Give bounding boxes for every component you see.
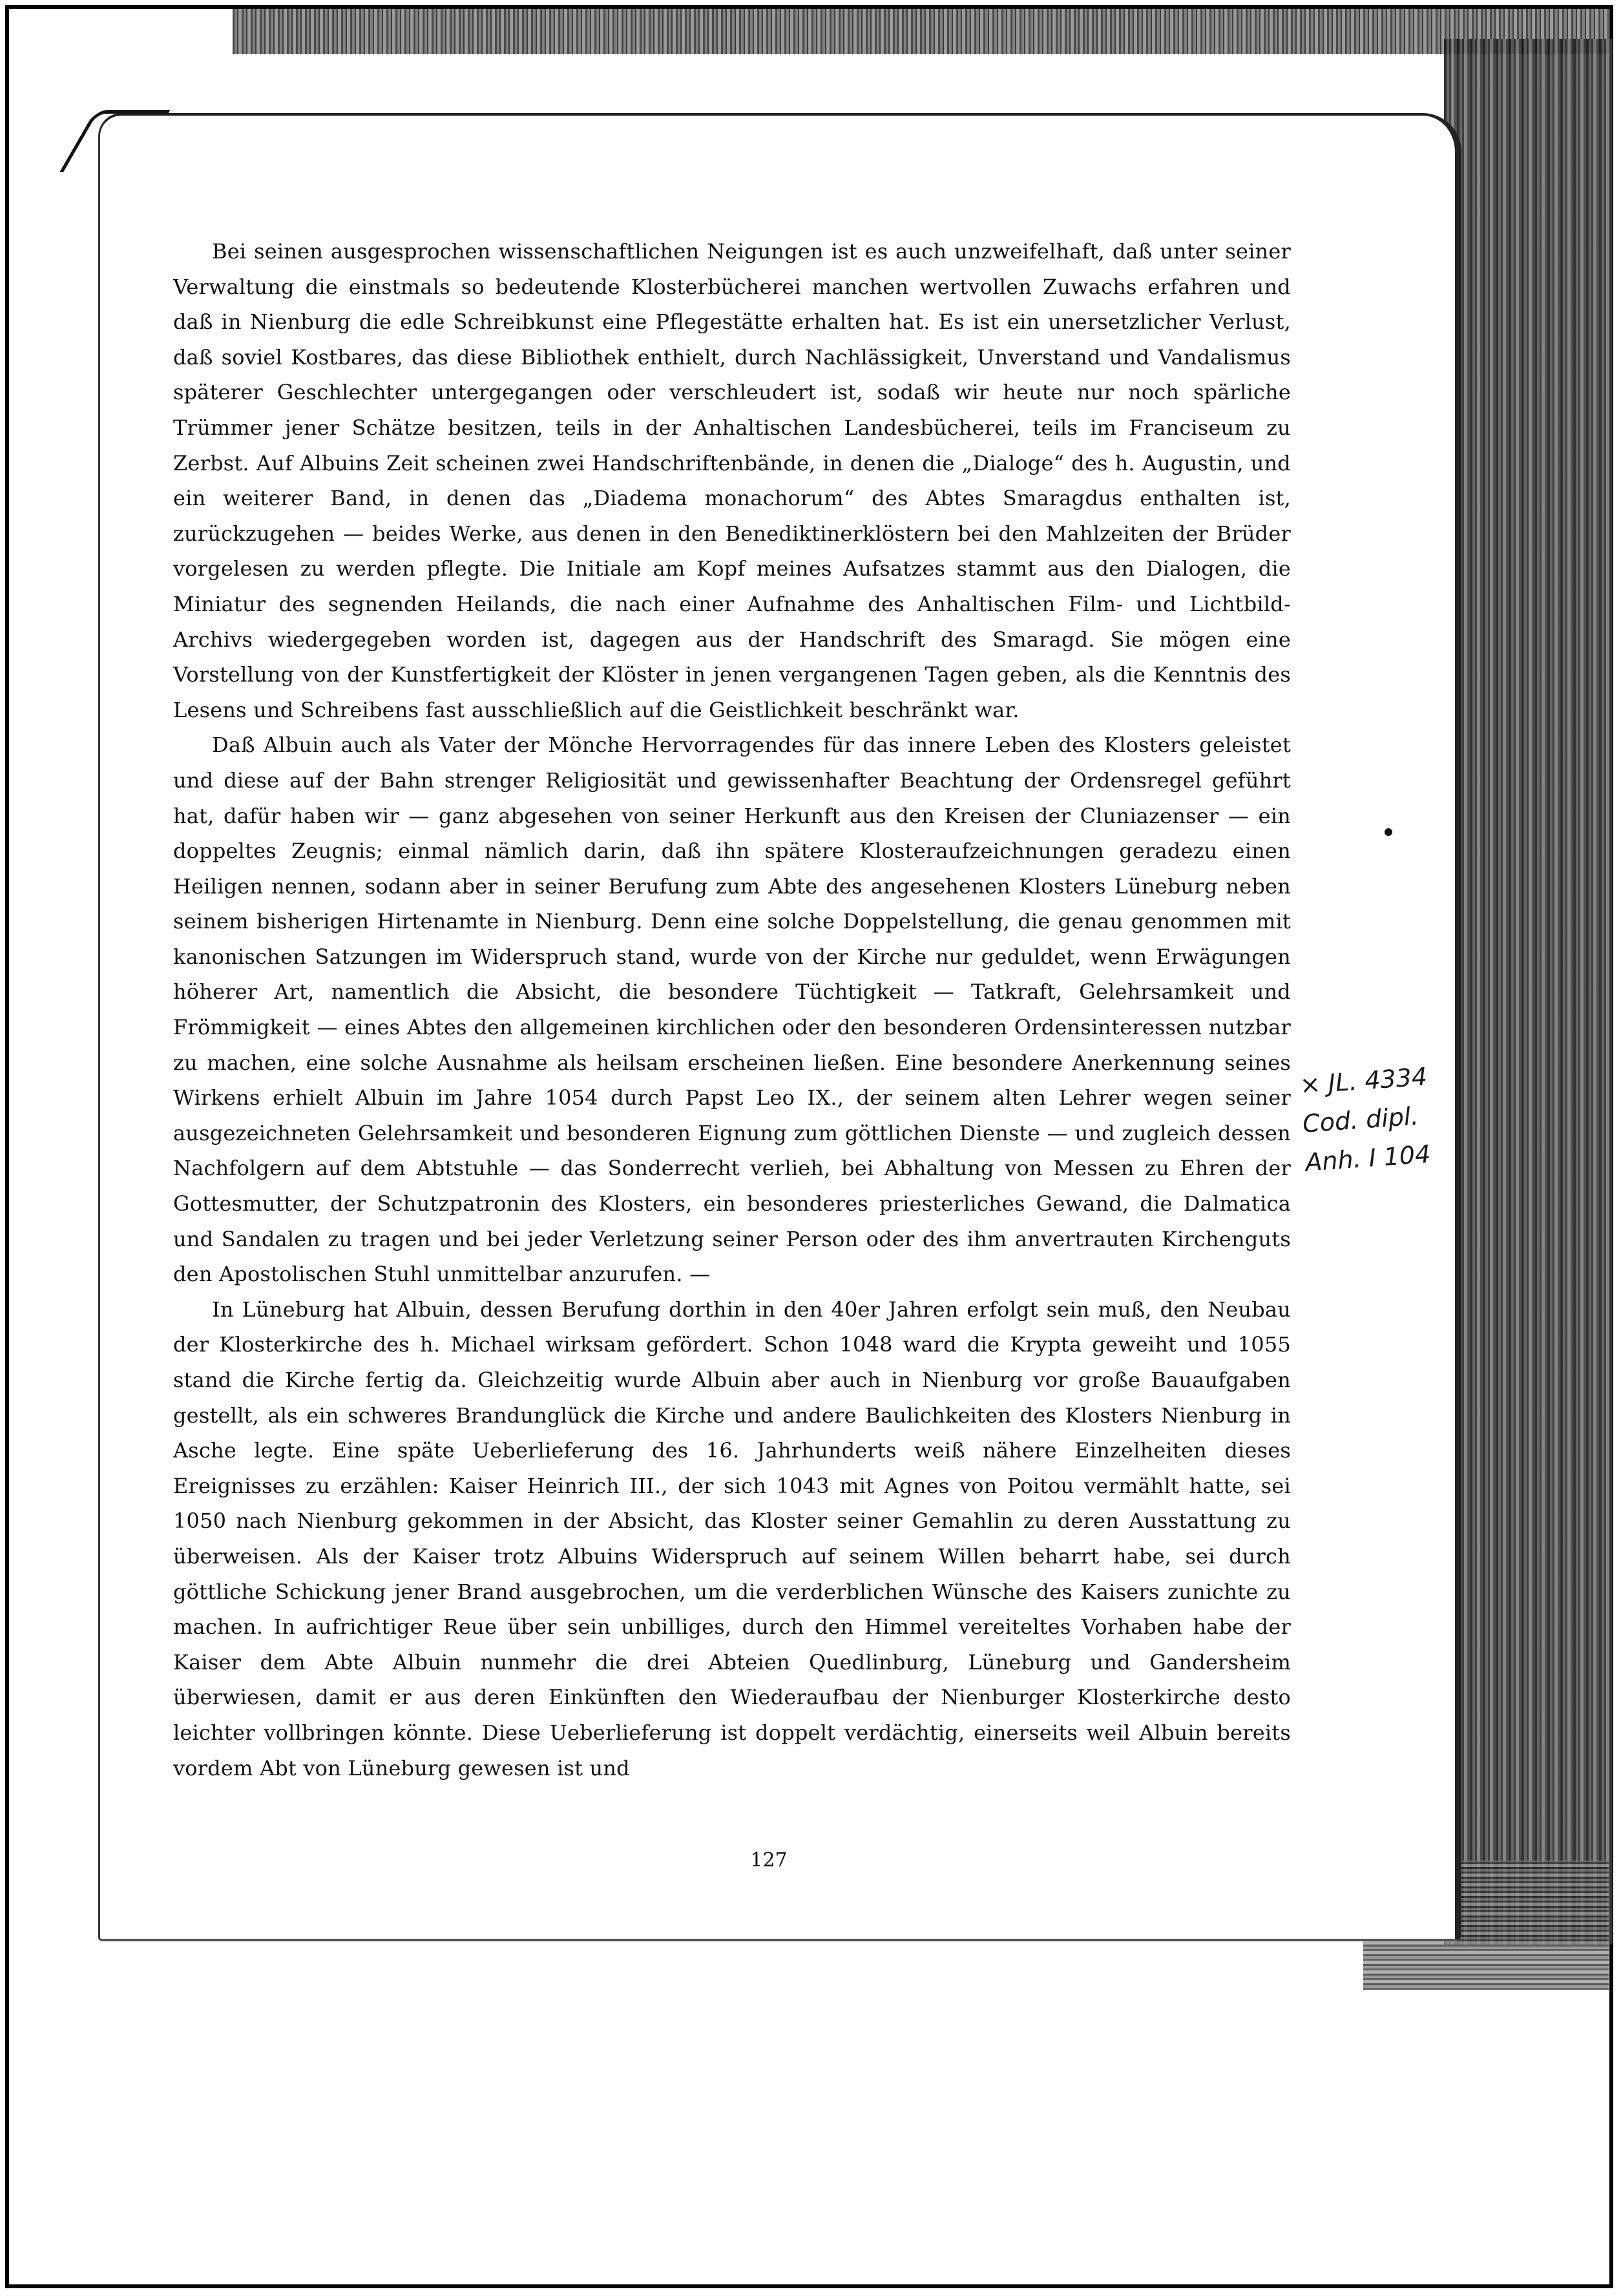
paragraph-1: Bei seinen ausgesprochen wissenschaftlichen Neigungen ist es auch unzweifelhaft, daß unter seiner Verwaltung die einstmals so bedeutende Klosterbücherei manchen wertvollen Zuwachs erfahren und daß in Nienburg die edle Schreibkunst eine Pflegestätte erhalten hat. Es ist ein unersetzlicher Verlust, daß soviel Kostbares, das diese Bibliothek enthielt, durch Nachlässigkeit, Unverstand und Vandalismus späterer Geschlechter untergegangen oder verschleudert ist, sodaß wir heute nur noch spärliche Trümmer jener Schätze besitzen, teils in der Anhaltischen Landesbücherei, teils im Franciseum zu Zerbst. Auf Albuins Zeit scheinen zwei Handschriftenbände, in denen die „Dialoge“ des h. Augustin, und ein weiterer Band, in denen das „Diadema monachorum“ des Abtes Smaragdus enthalten ist, zurückzugehen — beides Werke, aus denen in den Benediktinerklöstern bei den Mahlzeiten der Brüder vorgelesen zu werden pflegte. Die Initiale am Kopf meines Aufsatzes stammt aus den Dialogen, die Miniatur des segnenden Heilands, die nach einer Aufnahme des Anhaltischen Film- und Lichtbild-Archivs wiedergegeben worden ist, dagegen aus der Handschrift des Smaragd. Sie mögen eine Vorstellung von der Kunstfertigkeit der Klöster in jenen vergangenen Tagen geben, als die Kenntnis des Lesens und Schreibens fast ausschließlich auf die Geistlichkeit beschränkt war. [173,239,1291,722]
margin-note-line-3: Anh. I 104 [1304,1140,1432,1177]
body-text [173,234,1291,1786]
margin-note-line-1: × JL. 4334 [1299,1062,1428,1100]
margin-note-line-2: Cod. dipl. [1301,1101,1419,1138]
paragraph-2: Daß Albuin auch als Vater der Mönche Hervorragendes für das innere Leben des Klosters geleistet und diese auf der Bahn strenger Religiosität und gewissenhafter Beachtung der Ordensregel geführt hat, dafür haben wir — ganz abgesehen von seiner Herkunft aus den Kreisen der Cluniazenser — ein doppeltes Zeugnis; einmal nämlich darin, daß ihn spätere Klosteraufzeichnungen geradezu einen Heiligen nennen, sodann aber in seiner Berufung zum Abte des angesehenen Klosters Lüneburg neben seinem bisherigen Hirtenamte in Nienburg. Denn eine solche Doppelstellung, die genau genommen mit kanonischen Satzungen im Widerspruch stand, wurde von der Kirche nur geduldet, wenn Erwägungen höherer Art, namentlich die Absicht, die besondere Tüchtigkeit — Tatkraft, Gelehrsamkeit und Frömmigkeit — eines Abtes den allgemeinen kirchlichen oder den besonderen Ordensinteressen nutzbar zu machen, eine solche Ausnahme als heilsam erscheinen ließen. Eine besondere Anerkennung seines Wirkens erhielt Albuin im Jahre 1054 durch Papst Leo IX., der seinem alten Lehrer wegen seiner ausgezeichneten Gelehrsamkeit und besonderen Eignung zum göttlichen Dienste — und zugleich dessen Nachfolgern auf dem Abtstuhle — das Sonderrecht verlieh, bei Abhaltung von Messen zu Ehren der Gottesmutter, der Schutzpatronin des Klosters, ein besonderes priesterliches Gewand, die Dalmatica und Sandalen zu tragen und bei jeder Verletzung seiner Person oder des ihm anvertrauten Kirchenguts den Apostolischen Stuhl unmittelbar anzurufen. — [173,733,1291,1287]
handwritten-margin-note [1299,1052,1500,1182]
margin-dot-mark [1385,828,1392,836]
photocopy-top-fringe [233,9,1609,54]
page-number: 127 [750,1849,788,1872]
book-edge-stack [1444,39,1613,1945]
paragraph-3: In Lüneburg hat Albuin, dessen Berufung dorthin in den 40er Jahren erfolgt sein muß, den Neubau der Klosterkirche des h. Michael wirksam gefördert. Schon 1048 ward die Krypta geweiht und 1055 stand die Kirche fertig da. Gleichzeitig wurde Albuin aber auch in Nienburg vor große Bauaufgaben gestellt, als ein schweres Brandunglück die Kirche und andere Baulichkeiten des Klosters Nienburg in Asche legte. Eine späte Ueberlieferung des 16. Jahrhunderts weiß nähere Einzelheiten dieses Ereignisses zu erzählen: Kaiser Heinrich III., der sich 1043 mit Agnes von Poitou vermählt hatte, sei 1050 nach Nienburg gekommen in der Absicht, das Kloster seiner Gemahlin zu deren Ausstattung zu überweisen. Als der Kaiser trotz Albuins Widerspruch auf seinem Willen beharrt habe, sei durch göttliche Schickung jener Brand ausgebrochen, um die verderblichen Wünsche des Kaisers zunichte zu machen. In aufrichtiger Reue über sein unbilliges, durch den Himmel vereiteltes Vorhaben habe der Kaiser dem Abte Albuin nunmehr die drei Abteien Quedlinburg, Lüneburg und Gandersheim überwiesen, damit er aus deren Einkünften den Wiederaufbau der Nienburger Klosterkirche desto leichter vollbringen könnte. Diese Ueberlieferung ist doppelt verdächtig, einerseits weil Albuin bereits vordem Abt von Lüneburg gewesen ist und [173,1297,1291,1780]
